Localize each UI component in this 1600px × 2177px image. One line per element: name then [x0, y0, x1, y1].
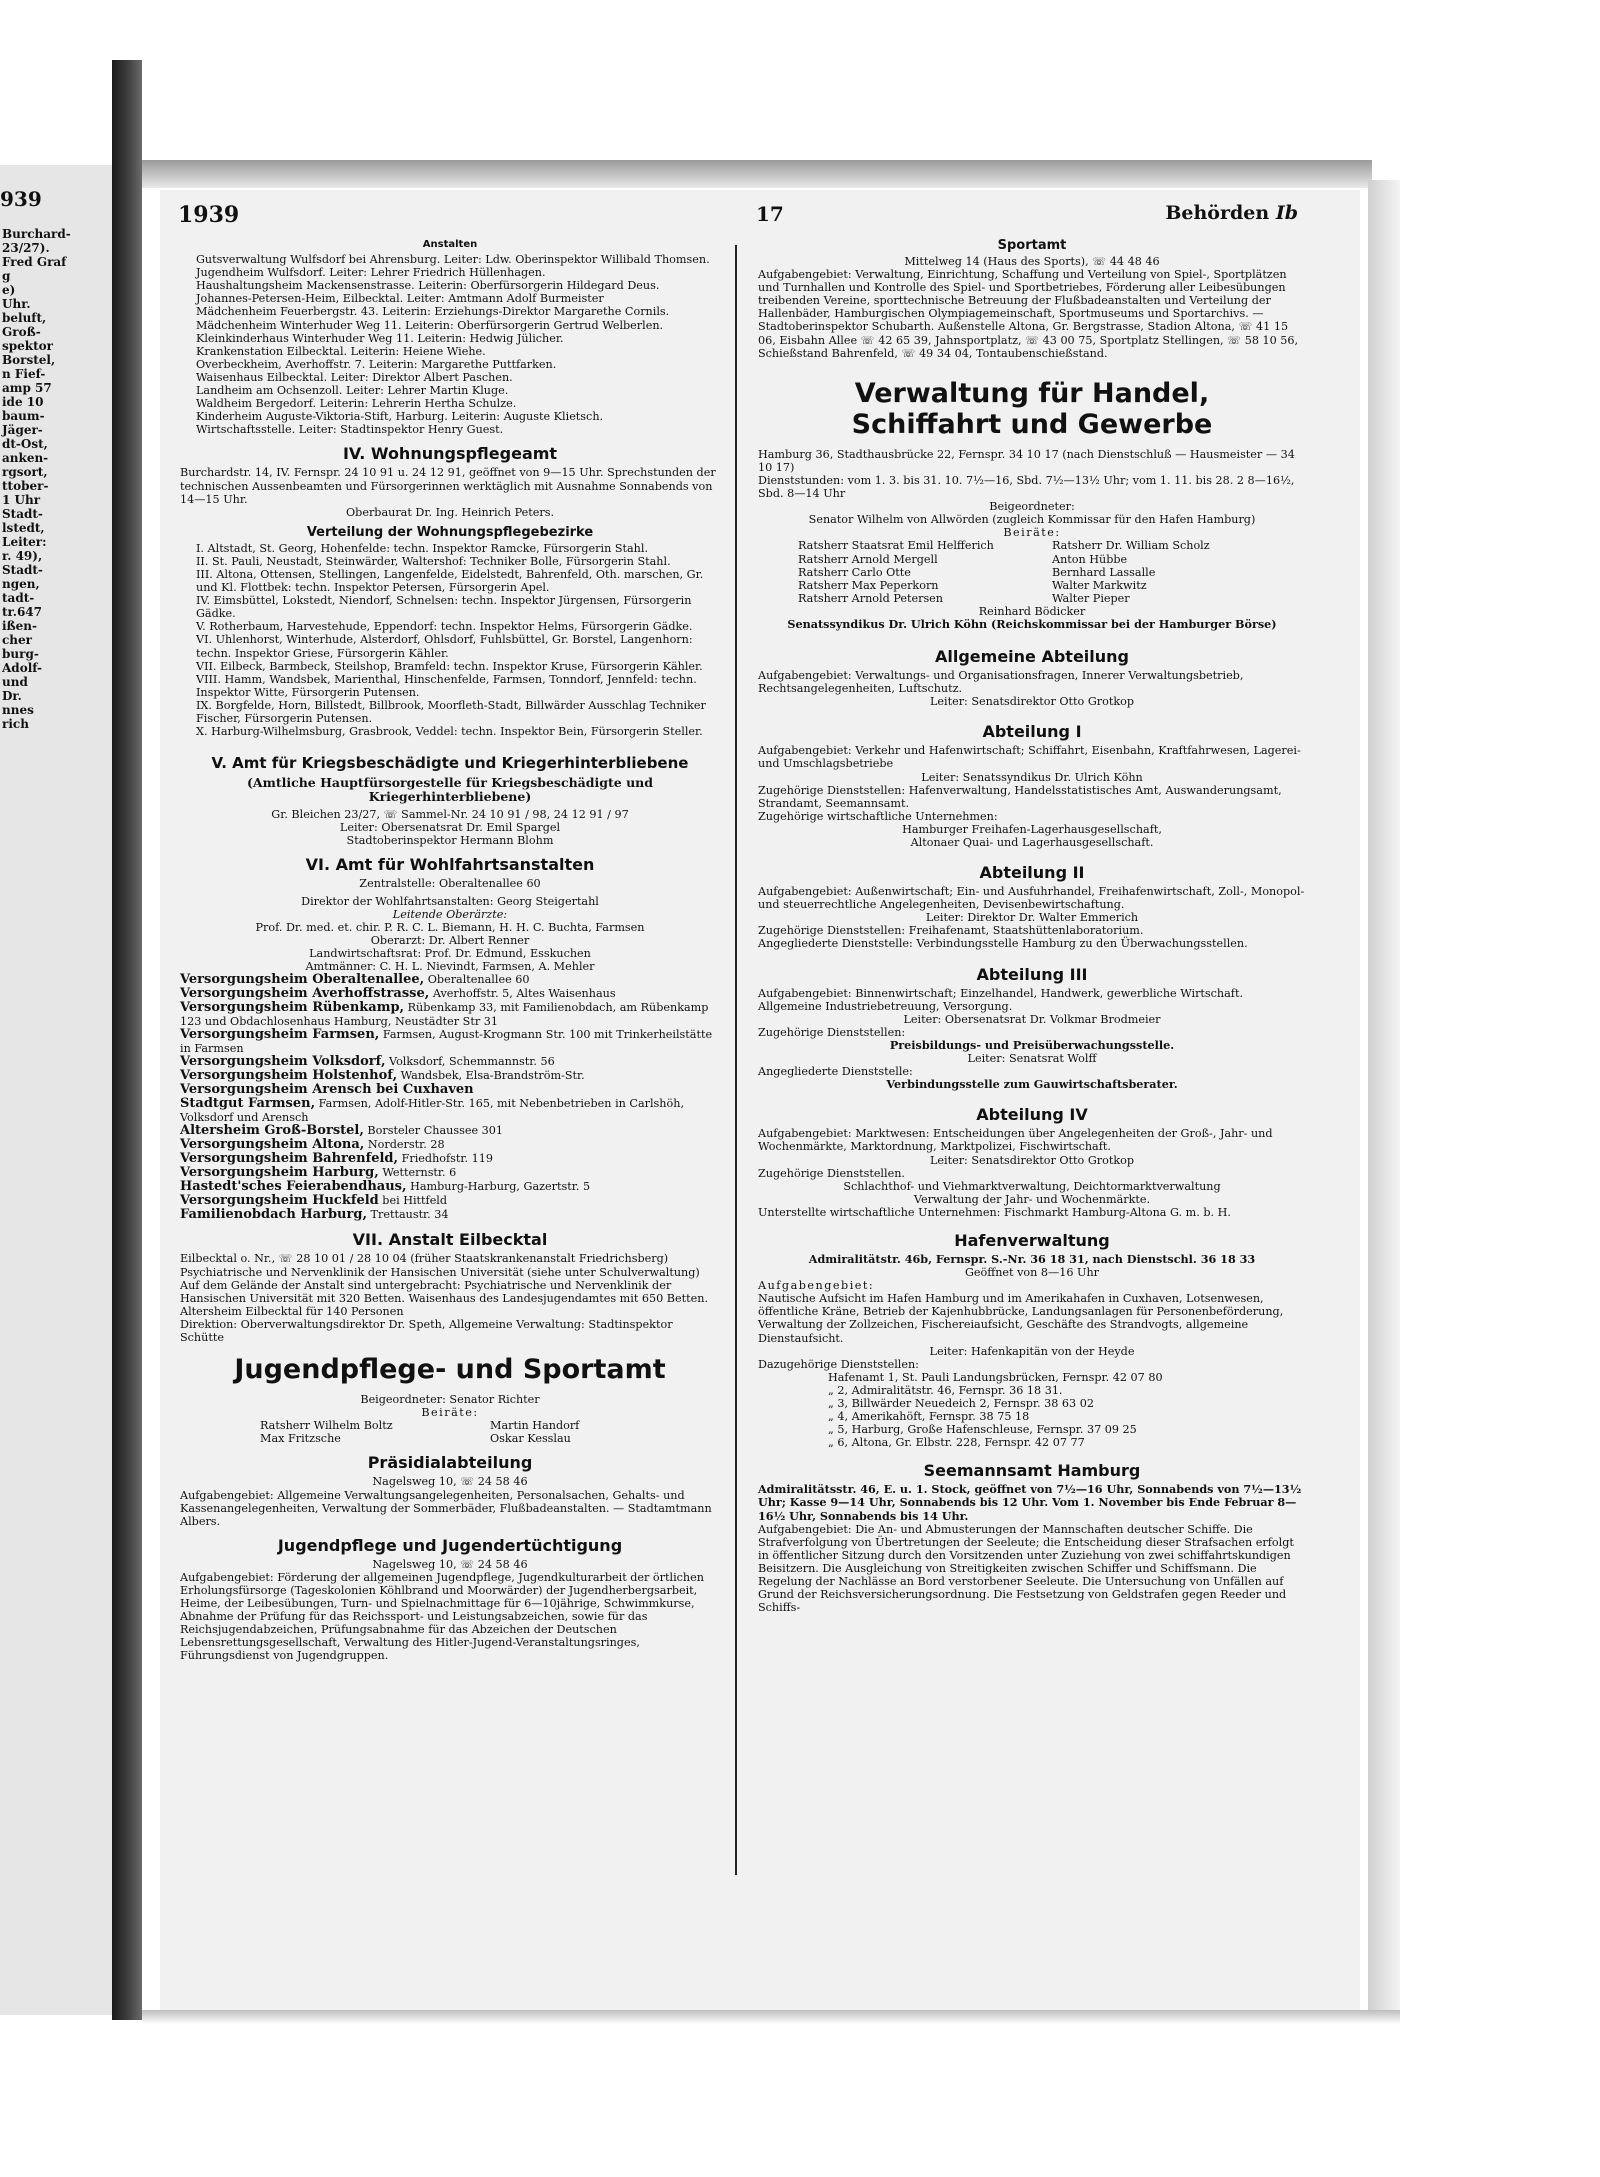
abt3-line: Leiter: Obersenatsrat Dr. Volkmar Brodmeier: [903, 1012, 1161, 1026]
abt3-heading: Abteilung III: [976, 964, 1088, 984]
anstalt-entry: Kinderheim Auguste-Viktoria-Stift, Harburg. Leiterin: Auguste Klietsch.: [196, 410, 604, 424]
versorgungsheim-entry: [180, 1055, 720, 1069]
bezirk-entry: VII. Eilbeck, Barmbeck, Steilshop, Bramfeld: techn. Inspektor Kruse, Fürsorgerin Kähler.: [196, 659, 703, 673]
versorgungsheim-address: Averhoffstr. 5, Altes Waisenhaus: [429, 987, 616, 1001]
versorgungsheim-name: Altersheim Groß-Borstel,: [180, 1123, 364, 1139]
versorgungsheim-entry: [180, 1180, 720, 1194]
versorgungsheim-entry: [180, 1194, 720, 1208]
hafenamt-entry: Hafenamt 1, St. Pauli Landungsbrücken, Fernspr. 42 07 80: [828, 1370, 1163, 1384]
abt4-heading: Abteilung IV: [976, 1105, 1088, 1125]
left-page-year: 939: [0, 187, 42, 211]
left-column: [180, 238, 720, 1663]
hafen-hours: Geöffnet von 8—16 Uhr: [964, 1266, 1099, 1280]
anstalt-entry: Wirtschaftsstelle. Leiter: Stadtinspektor Henry Guest.: [196, 423, 504, 437]
versorgungsheim-entry: [180, 987, 720, 1001]
page-right-edge: [1368, 180, 1400, 2020]
left-page-fragment: [0, 165, 112, 2015]
left-page-line: ide 10: [2, 395, 44, 409]
left-page-line: tr.647: [2, 605, 42, 619]
left-page-line: ißen-: [2, 619, 38, 633]
versorgungsheim-entry: [180, 1083, 720, 1097]
versorgungsheim-entry: [180, 1028, 720, 1055]
bezirke-heading: Verteilung der Wohnungspflegebezirke: [306, 524, 594, 540]
header-section: [1165, 202, 1298, 224]
kriegs-leiter: Leiter: Obersenatsrat Dr. Emil Spargel: [339, 821, 561, 835]
left-page-line: baum-: [2, 409, 45, 423]
sportamt-text: Aufgabengebiet: Verwaltung, Einrichtung, Schaffung und Verteilung von Spiel-, Sportplätzen und Turnhallen und Kontrolle des Spiel- und Sportbetriebes, Förderung aller Leibesübungen treibenden Vereine, sporttechnische Betreuung der Flußbadeanstalten und Verteilung der Hallenbäder, Hamburgischen Olympiagemeinschaft, Sportmuseums und Sportarchivs. — Stadtoberinspektor Schubarth. Außenstelle Altona, Gr. Bergstrasse, Stadion Altona, ☏ 41 15 06, Eisbahn Allee ☏ 42 65 39, Jahnsportplatz, ☏ 43 00 75, Sportplatz Stellingen, ☏ 58 10 56, Schießstand Bahrenfeld, ☏ 49 34 04, Tontaubenschießstand.: [758, 268, 1299, 360]
versorgungsheim-entry: [180, 1152, 720, 1166]
jugend-heading: Jugendpflege- und Sportamt: [234, 1354, 666, 1386]
bezirke-list: [180, 542, 720, 738]
abt4-text: [758, 1127, 1306, 1219]
handel-hours: Dienststunden: vom 1. 3. bis 31. 10. 7½—16, Sbd. 7½—13½ Uhr; vom 1. 11. bis 28. 2 8—16½, Sbd. 8—14 Uhr: [758, 473, 1295, 501]
ertuechtigung-address: Nagelsweg 10, ☏ 24 58 46: [372, 1557, 528, 1571]
anstalt-entry: Overbeckheim, Averhoffstr. 7. Leiterin: Margarethe Puttfarken.: [196, 357, 557, 371]
versorgungsheim-address: Hamburg-Harburg, Gazertstr. 5: [406, 1180, 591, 1194]
versorgungsheim-entry: [180, 973, 720, 987]
abt3-line: Aufgabengebiet: Binnenwirtschaft; Einzelhandel, Handwerk, gewerbliche Wirtschaft. Allgemeine Industriebetreuung, Versorgung.: [758, 986, 1244, 1013]
handel-beirat: Walter Markwitz: [1052, 578, 1147, 592]
left-page-line: cher: [2, 633, 32, 647]
anstalt-entry: Gutsverwaltung Wulfsdorf bei Ahrensburg. Leiter: Ldw. Oberinspektor Willibald Thomsen.: [196, 253, 710, 267]
left-page-line: spektor: [2, 339, 53, 353]
left-page-line: Stadt-: [2, 507, 43, 521]
versorgungsheim-name: Stadtgut Farmsen,: [180, 1096, 316, 1112]
anstalt-entry: Landheim am Ochsenzoll. Leiter: Lehrer Martin Kluge.: [196, 384, 509, 398]
abt2-line: Leiter: Direktor Dr. Walter Emmerich: [925, 911, 1139, 925]
anstalt-entry: Waisenhaus Eilbecktal. Leiter: Direktor Albert Paschen.: [196, 370, 513, 384]
praesidial-heading: Präsidialabteilung: [367, 1453, 533, 1473]
ertuechtigung-text: Aufgabengebiet: Förderung der allgemeinen Jugendpflege, Jugendkulturarbeit der örtlichen Erholungsfürsorge (Tageskolonien Köhlbrand und Moorwärder) der Jugendherbergsarbeit, Heime, der Leibesübungen, Turn- und Spielnachmittage für 6—10jährige, Schwimmkurse, Abnahme der Prüfung für das Reichssport- und Leistungsabzeichen, sowie für das Reichsjugendabzeichen, Prüfungsabnahme für das Abzeichen der Deutschen Lebensrettungsgesellschaft, Verwaltung des Hitler-Jugend-Veranstaltungsringes, Führungsdienst von Jugendgruppen.: [180, 1570, 704, 1663]
abt1-text: [758, 744, 1306, 849]
handel-beirat: Ratsherr Max Peperkorn: [798, 578, 939, 592]
hafenamt-entry: „ 4, Amerikahöft, Fernspr. 38 75 18: [828, 1410, 1030, 1424]
anstalten-list: [180, 253, 720, 436]
left-page-line: rich: [2, 717, 29, 731]
anstalt-entry: Johannes-Petersen-Heim, Eilbecktal. Leiter: Amtmann Adolf Burmeister: [196, 292, 604, 306]
abt1-line: Zugehörige wirtschaftliche Unternehmen:: [758, 809, 998, 823]
handel-beirat: Ratsherr Staatsrat Emil Helfferich: [798, 539, 994, 553]
left-page-line: tadt-: [2, 591, 35, 605]
sportamt-address: Mittelweg 14 (Haus des Sports), ☏ 44 48 46: [904, 255, 1160, 268]
seemann-text: Aufgabengebiet: Die An- und Abmusterungen der Mannschaften deutscher Schiffe. Die Strafverfolgung von Übertretungen der Seeleute; die Entscheidung dieser Strafsachen erfolgt in öffentlicher Sitzung durch den Vorsitzenden unter Zuziehung von zwei schiffahrtskundigen Beisitzern. Die Ausgleichung von Streitigkeiten zwischen Schiffer und Schiffsmann. Die Regelung der Nachlässe an Bord verstorbener Seeleute. Die Untersuchung von Unfällen auf Grund der Reichsversicherungsordnung. Die Festsetzung von Geldstrafen gegen Reeder und Schiffs-: [758, 1522, 1294, 1615]
handel-heading-2: Schiffahrt und Gewerbe: [851, 408, 1213, 440]
handel-beirat: Walter Pieper: [1052, 591, 1130, 605]
left-page-line: Leiter:: [2, 535, 47, 549]
left-page-line: amp 57: [2, 381, 52, 395]
kriegs-address: Gr. Bleichen 23/27, ☏ Sammel-Nr. 24 10 91 / 98, 24 12 91 / 97: [271, 808, 629, 822]
abt2-heading: Abteilung II: [979, 863, 1085, 883]
wohlfahrt-zentrale: Zentralstelle: Oberaltenallee 60: [359, 877, 541, 891]
handel-boedicker: Reinhard Bödicker: [978, 604, 1086, 618]
jugend-beirat: Martin Handorf: [490, 1419, 580, 1433]
versorgungsheim-address: Oberaltenallee 60: [424, 973, 530, 987]
eilbecktal-direktion: Direktion: Oberverwaltungsdirektor Dr. Speth, Allgemeine Verwaltung: Stadtinspektor Schütte: [180, 1317, 673, 1344]
abt3-line: Leiter: Senatsrat Wolff: [967, 1052, 1097, 1066]
abt1-line: Hamburger Freihafen-Lagerhausgesellschaft,: [902, 822, 1162, 836]
left-page-line: burg-: [2, 647, 39, 661]
versorgungsheim-address: Wetternstr. 6: [378, 1166, 457, 1180]
left-page-line: r. 49),: [2, 549, 43, 563]
bezirk-entry: IV. Eimsbüttel, Lokstedt, Niendorf, Schnelsen: techn. Inspektor Jürgensen, Fürsorgerin Gädke.: [196, 594, 692, 621]
bezirk-entry: I. Altstadt, St. Georg, Hohenfelde: techn. Inspektor Ramcke, Fürsorgerin Stahl.: [196, 541, 649, 555]
anstalt-entry: Krankenstation Eilbecktal. Leiterin: Heiene Wiehe.: [196, 344, 486, 358]
bezirk-entry: X. Harburg-Wilhelmsburg, Grasbrook, Veddel: techn. Inspektor Bein, Fürsorgerin Steller.: [196, 725, 703, 739]
jugend-beigeordneter: Beigeordneter: Senator Richter: [360, 1393, 540, 1407]
versorgungsheim-address: Borsteler Chaussee 301: [363, 1124, 503, 1138]
abt1-line: Aufgabengebiet: Verkehr und Hafenwirtschaft; Schiffahrt, Eisenbahn, Kraftfahrwesen, Lagerei- und Umschlagsbetriebe: [758, 744, 1301, 771]
handel-beirat: Ratsherr Arnold Petersen: [798, 591, 944, 605]
versorgungsheim-address: Wandsbek, Elsa-Brandström-Str.: [397, 1069, 585, 1083]
left-page-line: Stadt-: [2, 563, 43, 577]
versorgungsheim-name: Versorgungsheim Holstenhof,: [180, 1068, 398, 1084]
left-page-line: n Fief-: [2, 367, 46, 381]
hafenamt-entry: „ 6, Altona, Gr. Elbstr. 228, Fernspr. 42 07 77: [828, 1436, 1085, 1450]
praesidial-text: Aufgabengebiet: Allgemeine Verwaltungsangelegenheiten, Personalsachen, Gehalts- und Kassenangelegenheiten, Verwaltung der Sommerbäder, Flußbadeanstalten. — Stadtamtmann Albers.: [180, 1488, 712, 1528]
kriegs-heading: V. Amt für Kriegsbeschädigte und Kriegerhinterbliebene: [211, 754, 689, 773]
wohlfahrt-oberarzt: Oberarzt: Dr. Albert Renner: [370, 933, 530, 947]
ertuechtigung-heading: Jugendpflege und Jugendertüchtigung: [277, 1535, 623, 1555]
left-page-line: beluft,: [2, 311, 47, 325]
left-page-line: Burchard-: [2, 227, 71, 241]
right-column: [758, 238, 1306, 1614]
abt2-line: Aufgabengebiet: Außenwirtschaft; Ein- und Ausfuhrhandel, Freihafenwirtschaft, Zoll-, Monopol- und steuerrechtliche Angelegenheiten, Devisenbewirtschaftung.: [758, 885, 1305, 912]
versorgungsheim-name: Versorgungsheim Averhoffstrasse,: [180, 986, 430, 1002]
wohlfahrt-amtmaenner: Amtmänner: C. H. L. Nievindt, Farmsen, A. Mehler: [305, 960, 595, 974]
abt3-line: Angegliederte Dienststelle:: [758, 1065, 913, 1079]
hafenamt-entry: „ 2, Admiralitätstr. 46, Fernspr. 36 18 31.: [828, 1383, 1063, 1397]
wohnungspflege-text: Burchardstr. 14, IV. Fernspr. 24 10 91 u. 24 12 91, geöffnet von 9—15 Uhr. Sprechstunden der technischen Aussenbeamten und Fürsorgerinnen werktäglich mit Ausnahme Sonnabends von 14—15 Uhr.: [180, 466, 716, 506]
hafen-leiter: Leiter: Hafenkapitän von der Heyde: [929, 1344, 1135, 1358]
versorgungsheim-address: Farmsen, August-Krogmann Str. 100 mit Trinkerheilstätte in Farmsen: [180, 1028, 713, 1056]
left-page-line: anken-: [2, 451, 49, 465]
left-page-line: 23/27).: [2, 241, 50, 255]
versorgungsheim-address: Norderstr. 28: [364, 1138, 445, 1152]
abt2-line: Zugehörige Dienststellen: Freihafenamt, Staatshüttenlaboratorium.: [758, 924, 1144, 938]
jugend-beiraete: [180, 1419, 720, 1445]
abt2-text: [758, 885, 1306, 950]
left-page-line: rgsort,: [2, 465, 48, 479]
book-gutter: [112, 60, 142, 2020]
left-page-line: Groß-: [2, 325, 41, 339]
left-page-line: 1 Uhr: [2, 493, 41, 507]
hafen-address: Admiralitätstr. 46b, Fernspr. S.-Nr. 36 18 31, nach Dienstschl. 36 18 33: [808, 1251, 1256, 1266]
left-page-line: nnes: [2, 703, 34, 717]
handel-beirat: Ratsherr Carlo Otte: [798, 565, 911, 579]
versorgungsheim-name: Versorgungsheim Oberaltenallee,: [180, 972, 425, 988]
abt4-line: Aufgabengebiet: Marktwesen: Entscheidungen über Angelegenheiten der Groß-, Jahr- und Wochenmärkte, Marktordnung, Marktpolizei, Fischwirtschaft.: [758, 1127, 1273, 1154]
handel-beirat: Ratsherr Dr. William Scholz: [1052, 539, 1210, 553]
abt1-heading: Abteilung I: [982, 722, 1082, 742]
allgemeine-heading: Allgemeine Abteilung: [934, 647, 1129, 667]
left-page-line: Borstel,: [2, 353, 56, 367]
abt3-line: Verbindungsstelle zum Gauwirtschaftsberater.: [886, 1077, 1178, 1092]
anstalt-entry: Mädchenheim Feuerbergstr. 43. Leiterin: Erziehungs-Direktor Margarethe Cornils.: [196, 305, 670, 319]
left-page-line: Dr.: [2, 689, 22, 703]
kriegs-subheading: (Amtliche Hauptfürsorgestelle für Kriegsbeschädigte und Kriegerhinterbliebene): [247, 775, 653, 805]
handel-beigeordneter-label: Beigeordneter:: [989, 500, 1075, 514]
left-page-line: ngen,: [2, 577, 40, 591]
hafen-dienst-label: Dazugehörige Dienststellen:: [758, 1357, 919, 1371]
versorgungsheim-name: Versorgungsheim Arensch bei Cuxhaven: [180, 1082, 474, 1098]
jugend-beirat: Ratsherr Wilhelm Boltz: [260, 1419, 393, 1433]
versorgungsheim-address: Rübenkamp 33, mit Familienobdach, am Rübenkamp 123 und Obdachlosenhaus Hamburg, Neustädter Str 31: [180, 1001, 709, 1029]
page-number: 17: [756, 202, 784, 226]
wohlfahrt-landwirtschaftsrat: Landwirtschaftsrat: Prof. Dr. Edmund, Esskuchen: [309, 946, 591, 960]
jugend-beiraete-label: Beiräte:: [421, 1406, 479, 1420]
versorgungsheim-entry: [180, 1001, 720, 1028]
left-page-line: lstedt,: [2, 521, 45, 535]
hafen-heading: Hafenverwaltung: [954, 1230, 1110, 1250]
anstalt-entry: Kleinkinderhaus Winterhuder Weg 11. Leiterin: Hedwig Jülicher.: [196, 331, 564, 345]
page-header: [178, 202, 1318, 232]
versorgungsheim-address: bei Hittfeld: [378, 1194, 448, 1208]
abt4-line: Unterstellte wirtschaftliche Unternehmen: Fischmarkt Hamburg-Altona G. m. b. H.: [758, 1205, 1231, 1219]
anstalt-entry: Waldheim Bergedorf. Leiterin: Lehrerin Hertha Schulze.: [196, 397, 517, 411]
abt4-line: Leiter: Senatsdirektor Otto Grotkop: [929, 1153, 1135, 1167]
praesidial-address: Nagelsweg 10, ☏ 24 58 46: [372, 1475, 528, 1489]
allgemeine-text: Aufgabengebiet: Verwaltungs- und Organisationsfragen, Innerer Verwaltungsbetrieb, Rechtsangelegenheiten, Luftschutz.: [758, 669, 1244, 696]
handel-beiraete: [758, 539, 1306, 604]
header-year: 1939: [178, 202, 240, 228]
abt4-line: Schlachthof- und Viehmarktverwaltung, Deichtormarktverwaltung: [843, 1179, 1221, 1193]
abt3-text: [758, 987, 1306, 1092]
abt4-line: Zugehörige Dienststellen.: [758, 1166, 905, 1180]
hafenamt-entry: „ 5, Harburg, Große Hafenschleuse, Fernspr. 37 09 25: [828, 1423, 1137, 1437]
abt4-line: Verwaltung der Jahr- und Wochenmärkte.: [913, 1192, 1151, 1206]
handel-beigeordneter: Senator Wilhelm von Allwörden (zugleich Kommissar für den Hafen Hamburg): [808, 513, 1256, 527]
bottom-shadow: [142, 2010, 1400, 2024]
versorgungsheim-name: Versorgungsheim Volksdorf,: [180, 1054, 386, 1070]
header-section-suffix: Ib: [1275, 202, 1298, 224]
eilbecktal-address: Eilbecktal o. Nr., ☏ 28 10 01 / 28 10 04 (früher Staatskrankenanstalt Friedrichsberg): [180, 1252, 669, 1266]
abt1-line: Altonaer Quai- und Lagerhausgesellschaft.: [910, 836, 1154, 849]
handel-syndikus: Senatssyndikus Dr. Ulrich Köhn (Reichskommissar bei der Hamburger Börse): [787, 616, 1277, 631]
handel-beirat: Bernhard Lassalle: [1052, 565, 1156, 579]
left-page-line: Uhr.: [2, 297, 31, 311]
versorgungsheim-name: Versorgungsheim Huckfeld: [180, 1193, 379, 1209]
versorgungsheim-entry: [180, 1138, 720, 1152]
versorgungsheim-address: Volksdorf, Schemmannstr. 56: [385, 1055, 555, 1069]
versorgungsheim-name: Versorgungsheim Altona,: [180, 1137, 365, 1153]
versorgungsheim-name: Versorgungsheim Harburg,: [180, 1165, 379, 1181]
left-page-line: dt-Ost,: [2, 437, 48, 451]
versorgungsheim-entry: [180, 1069, 720, 1083]
versorgungsheim-address: Trettaustr. 34: [366, 1208, 449, 1222]
eilbecktal-heading: VII. Anstalt Eilbecktal: [352, 1230, 548, 1250]
document-page: [160, 190, 1360, 2010]
wohlfahrt-oberaerzte-label: Leitende Oberärzte:: [392, 907, 508, 921]
handel-address: Hamburg 36, Stadthausbrücke 22, Fernspr. 34 10 17 (nach Dienstschluß — Hausmeister — 34 10 17): [758, 447, 1295, 474]
handel-beirat: Ratsherr Arnold Mergell: [798, 552, 938, 566]
versorgungsheim-name: Hastedt'sches Feierabendhaus,: [180, 1179, 407, 1195]
versorgungsheim-address: Farmsen, Adolf-Hitler-Str. 165, mit Nebenbetrieben in Carlshöh, Volksdorf und Arensch: [180, 1097, 685, 1125]
bezirk-entry: V. Rotherbaum, Harvestehude, Eppendorf: techn. Inspektor Helms, Fürsorgerin Gädke.: [196, 620, 693, 634]
hafen-text: Nautische Aufsicht im Hafen Hamburg und im Amerikahafen in Cuxhaven, Lotsenwesen, öffentliche Kräne, Betrieb der Kajenhubbrücke, Landungsanlagen für Personenbeförderung, Verwaltung der Zollzeichen, Fischereiaufsicht, Geschäfte des Strandvogts, allgemeine Dienstaufsicht.: [758, 1292, 1284, 1345]
left-page-line: Adolf-: [2, 661, 42, 675]
wohnungspflege-heading: IV. Wohnungspflegeamt: [342, 444, 558, 464]
wohnungspflege-chief: Oberbaurat Dr. Ing. Heinrich Peters.: [345, 505, 555, 519]
versorgungsheim-entry: [180, 1208, 720, 1222]
left-page-line: g: [2, 269, 11, 283]
abt3-line: Zugehörige Dienststellen:: [758, 1025, 906, 1039]
left-page-lines: [0, 227, 112, 731]
abt2-line: Angegliederte Dienststelle: Verbindungsstelle Hamburg zu den Überwachungsstellen.: [758, 937, 1248, 951]
bezirk-entry: II. St. Pauli, Neustadt, Steinwärder, Waltershof: Techniker Bolle, Fürsorgerin Stahl.: [196, 554, 671, 568]
kriegs-inspektor: Stadtoberinspektor Hermann Blohm: [346, 834, 554, 848]
seemann-heading: Seemannsamt Hamburg: [923, 1461, 1141, 1481]
versorgungsheime-list: [180, 973, 720, 1222]
anstalt-entry: Mädchenheim Winterhuder Weg 11. Leiterin: Oberfürsorgerin Gertrud Welberlen.: [196, 318, 664, 332]
abt1-line: Zugehörige Dienststellen: Hafenverwaltung, Handelsstatistisches Amt, Auswanderungsamt, Strandamt, Seemannsamt.: [758, 783, 1282, 810]
anstalt-entry: Haushaltungsheim Mackensenstrasse. Leiterin: Oberfürsorgerin Hildegard Deus.: [196, 279, 660, 293]
left-page-line: Fred Graf: [2, 255, 67, 269]
bezirk-entry: IX. Borgfelde, Horn, Billstedt, Billbrook, Moorfleth-Stadt, Billwärder Ausschlag Techniker Fischer, Fürsorgerin Putensen.: [196, 698, 706, 725]
left-page-line: Jäger-: [2, 423, 43, 437]
versorgungsheim-name: Versorgungsheim Rübenkamp,: [180, 1000, 405, 1016]
hafenamt-entry: „ 3, Billwärder Neuedeich 2, Fernspr. 38 63 02: [828, 1397, 1094, 1410]
abt1-line: Leiter: Senatssyndikus Dr. Ulrich Köhn: [921, 770, 1143, 784]
eilbecktal-klinik: Psychiatrische und Nervenklinik der Hansischen Universität (siehe unter Schulverwaltung): [180, 1265, 700, 1279]
hafen-aufgaben-label: Aufgabengebiet:: [758, 1279, 875, 1293]
hafen-aemter-list: [758, 1371, 1306, 1450]
seemann-address: Admiralitätsstr. 46, E. u. 1. Stock, geöffnet von 7½—16 Uhr, Sonnabends von 7½—13½ Uhr; Kasse 9—14 Uhr, Sonnabends bis 12 Uhr. Vom 1. November bis Ende Februar 8—16½ Uhr, Sonnabends bis 14 Uhr.: [758, 1482, 1302, 1523]
versorgungsheim-name: Versorgungsheim Bahrenfeld,: [180, 1151, 399, 1167]
eilbecktal-gelaende: Auf dem Gelände der Anstalt sind untergebracht: Psychiatrische und Nervenklinik der Hansischen Universität mit 320 Betten. Waisenhaus des Landesjugendamtes mit 650 Betten. Altersheim Eilbecktal für 140 Personen: [180, 1278, 709, 1318]
wohlfahrt-direktor: Direktor der Wohlfahrtsanstalten: Georg Steigertahl: [301, 894, 599, 908]
anstalt-entry: Jugendheim Wulfsdorf. Leiter: Lehrer Friedrich Hüllenhagen.: [196, 266, 546, 280]
bezirk-entry: VI. Uhlenhorst, Winterhude, Alsterdorf, Ohlsdorf, Fuhlsbüttel, Gr. Borstel, Langenhorn: techn. Inspektor Griese, Fürsorgerin Kähler.: [196, 633, 693, 660]
left-page-line: e): [2, 283, 16, 297]
versorgungsheim-name: Versorgungsheim Farmsen,: [180, 1027, 380, 1043]
left-page-line: ttober-: [2, 479, 49, 493]
versorgungsheim-entry: [180, 1166, 720, 1180]
versorgungsheim-entry: [180, 1097, 720, 1124]
handel-beiraete-label: Beiräte:: [1003, 526, 1061, 540]
handel-heading-1: Verwaltung für Handel,: [854, 377, 1210, 409]
bezirk-entry: VIII. Hamm, Wandsbek, Marienthal, Hinschenfelde, Farmsen, Tonndorf, Jennfeld: techn. Inspektor Witte, Fürsorgerin Putensen.: [196, 672, 697, 699]
handel-beirat: Anton Hübbe: [1052, 552, 1128, 566]
abt3-line: Preisbildungs- und Preisüberwachungsstelle.: [889, 1037, 1175, 1052]
anstalten-heading: Anstalten: [422, 239, 478, 250]
header-section-title: Behörden: [1165, 202, 1270, 224]
allgemeine-leiter: Leiter: Senatsdirektor Otto Grotkop: [929, 695, 1135, 709]
wohlfahrt-heading: VI. Amt für Wohlfahrtsanstalten: [305, 855, 595, 875]
bezirk-entry: III. Altona, Ottensen, Stellingen, Langenfelde, Eidelstedt, Bahrenfeld, Oth. marschen, Gr. und Kl. Flottbek: techn. Inspektor Petersen, Fürsorgerin Apel.: [196, 567, 704, 595]
sportamt-heading: Sportamt: [997, 238, 1067, 253]
top-shadow: [142, 160, 1372, 188]
versorgungsheim-entry: [180, 1124, 720, 1138]
jugend-beirat: Max Fritzsche: [260, 1432, 341, 1446]
versorgungsheim-name: Familienobdach Harburg,: [180, 1207, 367, 1223]
wohlfahrt-oberaerzte: Prof. Dr. med. et. chir. P. R. C. L. Biemann, H. H. C. Buchta, Farmsen: [255, 920, 645, 934]
left-page-line: und: [2, 675, 28, 689]
jugend-beirat: Oskar Kesslau: [490, 1432, 571, 1446]
column-divider: [735, 245, 737, 1875]
versorgungsheim-address: Friedhofstr. 119: [398, 1152, 493, 1166]
